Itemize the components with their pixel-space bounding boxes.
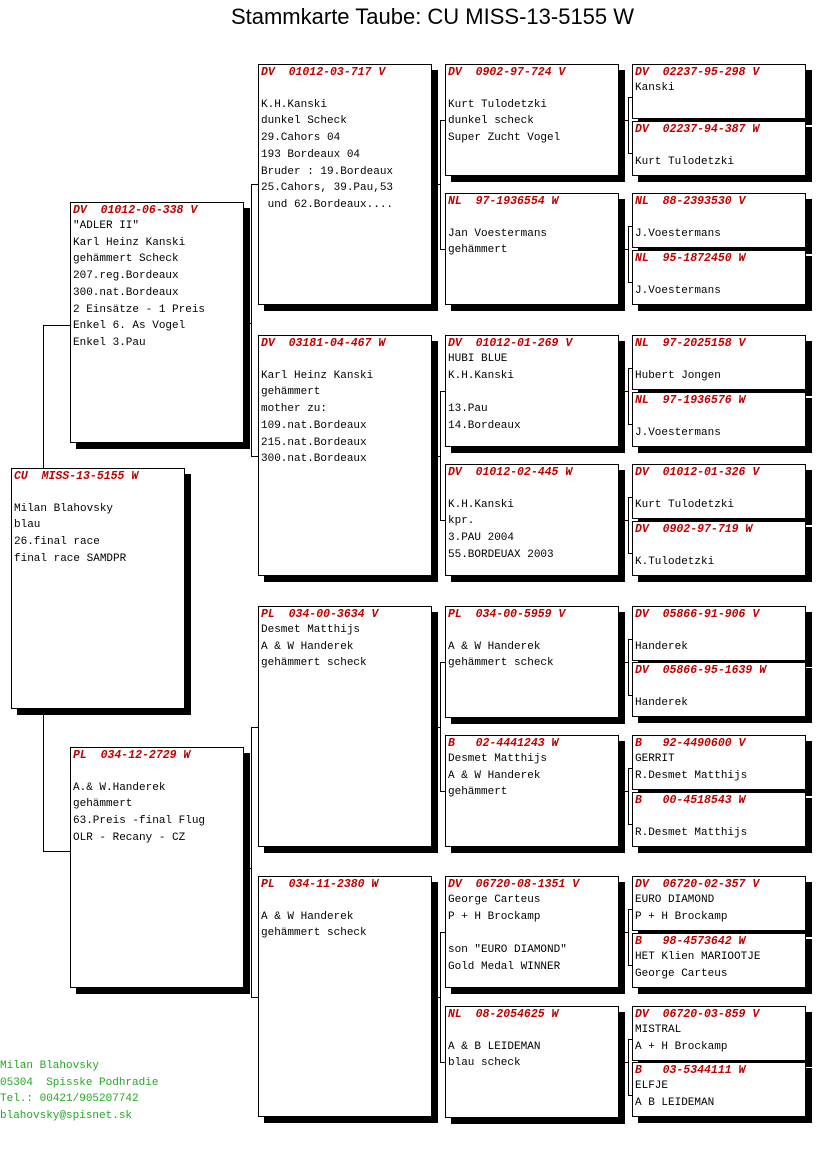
great-grandparent-card <box>445 735 619 847</box>
detail-line: 193 Bordeaux 04 <box>261 148 361 161</box>
connector <box>440 391 441 521</box>
detail-line <box>448 80 616 97</box>
detail-line: A & W Handerek <box>261 640 354 653</box>
great-great-grandparent-card <box>632 521 806 576</box>
pigeon-details <box>259 80 431 214</box>
detail-line: 29.Cahors 04 <box>261 132 341 145</box>
connector <box>628 368 629 425</box>
detail-line: Kurt Tulodetzki <box>448 98 548 111</box>
ring-number: DV 0902-97-719 W <box>635 523 753 536</box>
detail-line <box>635 622 803 639</box>
detail-line: final race SAMDPR <box>14 552 127 565</box>
detail-line: 109.nat.Bordeaux <box>261 419 367 432</box>
contact-address: 05304 Spisske Podhradie <box>0 1076 159 1089</box>
great-great-grandparent-card <box>632 121 806 176</box>
main-pigeon-card <box>11 468 185 709</box>
detail-line: gehämmert <box>73 798 133 811</box>
detail-line: 207.reg.Bordeaux <box>73 270 179 283</box>
great-grandparent-card <box>445 876 619 988</box>
detail-line: mother zu: <box>261 403 328 416</box>
detail-line <box>448 384 616 401</box>
page-title: Stammkarte Taube: CU MISS-13-5155 W <box>230 4 635 29</box>
detail-line: A.& W.Handerek <box>73 781 166 794</box>
detail-line: J.Voestermans <box>635 284 721 297</box>
detail-line: K.Tulodetzki <box>635 555 715 568</box>
breeder-contact <box>0 1058 158 1124</box>
ring-number: DV 05866-91-906 V <box>635 608 760 621</box>
ring-number: DV 01012-01-269 V <box>448 337 573 350</box>
detail-line <box>635 351 803 368</box>
detail-line: "ADLER II" <box>73 220 140 232</box>
detail-line <box>635 808 803 825</box>
pigeon-details <box>633 408 805 441</box>
detail-line: A & W Handerek <box>261 910 354 923</box>
ring-number: NL 97-2025158 V <box>635 337 746 350</box>
ring-number: DV 01012-02-445 W <box>448 466 573 479</box>
ring-number: B 00-4518543 W <box>635 794 746 807</box>
detail-line: Super Zucht Vogel <box>448 132 561 145</box>
ring-number: B 98-4573642 W <box>635 935 746 948</box>
detail-line: dunkel scheck <box>448 115 534 128</box>
connector <box>628 768 629 825</box>
detail-line: HUBI BLUE <box>448 353 508 365</box>
pigeon-details <box>633 351 805 384</box>
pigeon-details <box>259 622 431 672</box>
detail-line: Hubert Jongen <box>635 369 721 382</box>
ring-number: DV 06720-03-859 V <box>635 1008 760 1021</box>
great-great-grandparent-card <box>632 606 806 661</box>
pigeon-details <box>633 537 805 570</box>
ring-number: NL 97-1936576 W <box>635 394 746 407</box>
ring-number: DV 0902-97-724 V <box>448 66 566 79</box>
detail-line: 14.Bordeaux <box>448 419 521 432</box>
detail-line: gehämmert <box>448 786 508 799</box>
detail-line: gehämmert scheck <box>448 657 554 670</box>
connector <box>244 323 251 324</box>
ring-number: NL 97-1936554 W <box>448 195 559 208</box>
detail-line <box>635 266 803 283</box>
great-grandparent-card <box>445 193 619 305</box>
connector <box>432 727 440 728</box>
connector <box>432 997 440 998</box>
detail-line: 3.PAU 2004 <box>448 532 515 545</box>
pigeon-details <box>633 137 805 170</box>
detail-line: EURO DIAMOND <box>635 894 715 906</box>
great-grandparent-card <box>445 464 619 576</box>
great-grandparent-card <box>445 1006 619 1118</box>
ring-number: DV 02237-94-387 W <box>635 123 760 136</box>
pigeon-details <box>259 892 431 942</box>
detail-line <box>635 408 803 425</box>
ring-number: NL 88-2393530 V <box>635 195 746 208</box>
great-great-grandparent-card <box>632 464 806 519</box>
pigeon-details <box>633 266 805 299</box>
connector <box>440 120 441 250</box>
detail-line: A & W Handerek <box>448 640 541 653</box>
detail-line: dunkel Scheck <box>261 115 347 128</box>
connector <box>619 249 628 250</box>
connector <box>628 1039 629 1096</box>
grandparent-card <box>258 64 432 305</box>
grandparent-card <box>258 876 432 1117</box>
pigeon-details <box>633 480 805 513</box>
connector <box>251 997 258 998</box>
detail-line: A B LEIDEMAN <box>635 1096 715 1109</box>
detail-line <box>261 351 429 368</box>
pigeon-details <box>633 678 805 711</box>
ring-number: B 02-4441243 W <box>448 737 559 750</box>
detail-line: blau <box>14 519 41 532</box>
connector <box>432 456 440 457</box>
detail-line: J.Voestermans <box>635 227 721 240</box>
detail-line: kpr. <box>448 515 475 528</box>
great-great-grandparent-card <box>632 250 806 305</box>
connector <box>251 184 252 457</box>
detail-line: 26.final race <box>14 536 100 549</box>
pigeon-details <box>633 1022 805 1055</box>
detail-line: HET Klien MARIOOTJE <box>635 951 761 963</box>
detail-line: J.Voestermans <box>635 426 721 439</box>
connector <box>628 497 629 554</box>
detail-line: George Carteus <box>635 967 728 980</box>
ring-number: DV 05866-95-1639 W <box>635 664 767 677</box>
detail-line: R.Desmet Matthijs <box>635 826 748 839</box>
contact-email: blahovsky@spisnet.sk <box>0 1109 133 1122</box>
grandparent-card <box>258 606 432 847</box>
detail-line: 2 Einsätze - 1 Preis <box>73 303 206 316</box>
detail-line: Desmet Matthijs <box>261 624 361 636</box>
connector <box>440 932 441 1063</box>
parent-card <box>70 202 244 443</box>
great-great-grandparent-card <box>632 392 806 447</box>
connector <box>619 662 628 663</box>
detail-line: Kanski <box>635 82 675 94</box>
detail-line <box>448 480 616 497</box>
pigeon-details <box>71 218 243 352</box>
detail-line: 25.Cahors, 39.Pau,53 <box>261 182 394 195</box>
pigeon-details <box>633 808 805 841</box>
detail-line: P + H Brockamp <box>448 910 541 923</box>
ring-number: PL 034-00-5959 V <box>448 608 566 621</box>
pigeon-details <box>259 351 431 468</box>
ring-number: DV 06720-08-1351 V <box>448 878 580 891</box>
pigeon-details <box>446 80 618 147</box>
detail-line: und 62.Bordeaux.... <box>261 198 394 211</box>
pigeon-details <box>633 751 805 784</box>
pigeon-details <box>633 892 805 925</box>
pigeon-details <box>446 351 618 435</box>
connector <box>628 97 629 154</box>
detail-line <box>73 763 241 780</box>
detail-line <box>448 622 616 639</box>
great-grandparent-card <box>445 335 619 447</box>
detail-line: GERRIT <box>635 753 675 765</box>
connector <box>628 226 629 283</box>
pigeon-details <box>446 751 618 801</box>
pigeon-details <box>12 484 184 568</box>
great-great-grandparent-card <box>632 64 806 119</box>
ring-number: DV 06720-02-357 V <box>635 878 760 891</box>
great-great-grandparent-card <box>632 792 806 847</box>
detail-line: 55.BORDEUAX 2003 <box>448 548 554 561</box>
great-great-grandparent-card <box>632 1006 806 1061</box>
connector <box>251 184 258 185</box>
connector <box>43 325 44 468</box>
ring-number: B 03-5344111 W <box>635 1064 746 1077</box>
pigeon-details <box>446 892 618 976</box>
pigeon-details <box>446 1022 618 1072</box>
connector <box>251 727 252 998</box>
detail-line: Milan Blahovsky <box>14 502 114 515</box>
detail-line: 300.nat.Bordeaux <box>73 286 179 299</box>
detail-line <box>14 484 182 501</box>
detail-line: Kurt Tulodetzki <box>635 155 735 168</box>
detail-line: gehämmert <box>448 244 508 257</box>
detail-line <box>448 925 616 942</box>
ring-number: DV 03181-04-467 W <box>261 337 386 350</box>
ring-number: CU MISS-13-5155 W <box>14 470 139 483</box>
detail-line: blau scheck <box>448 1057 521 1070</box>
connector <box>619 791 628 792</box>
detail-line: 300.nat.Bordeaux <box>261 453 367 466</box>
connector <box>43 851 70 852</box>
detail-line: Desmet Matthijs <box>448 753 548 765</box>
detail-line <box>635 137 803 154</box>
great-great-grandparent-card <box>632 335 806 390</box>
great-great-grandparent-card <box>632 1062 806 1117</box>
ring-number: B 92-4490600 V <box>635 737 746 750</box>
ring-number: NL 95-1872450 W <box>635 252 746 265</box>
detail-line: George Carteus <box>448 894 541 906</box>
connector <box>251 727 258 728</box>
detail-line: A & W Handerek <box>448 769 541 782</box>
detail-line: 63.Preis -final Flug <box>73 815 206 828</box>
ring-number: DV 02237-95-298 V <box>635 66 760 79</box>
connector <box>619 391 628 392</box>
detail-line <box>635 537 803 554</box>
detail-line: A & B LEIDEMAN <box>448 1040 541 1053</box>
detail-line: Karl Heinz Kanski <box>73 236 186 249</box>
pigeon-details <box>446 622 618 672</box>
connector <box>619 932 628 933</box>
grandparent-card <box>258 335 432 576</box>
detail-line <box>448 1022 616 1039</box>
parent-card <box>70 747 244 988</box>
detail-line: gehämmert scheck <box>261 657 367 670</box>
contact-name: Milan Blahovsky <box>0 1060 100 1072</box>
pigeon-details <box>446 480 618 564</box>
great-grandparent-card <box>445 64 619 176</box>
detail-line: gehämmert Scheck <box>73 253 179 266</box>
connector <box>619 1062 628 1063</box>
connector <box>440 662 441 792</box>
pigeon-details <box>446 209 618 259</box>
detail-line <box>635 209 803 226</box>
detail-line: Bruder : 19.Bordeaux <box>261 165 394 178</box>
detail-line: gehämmert scheck <box>261 927 367 940</box>
great-great-grandparent-card <box>632 876 806 931</box>
detail-line: son "EURO DIAMOND" <box>448 944 567 957</box>
detail-line: 215.nat.Bordeaux <box>261 436 367 449</box>
detail-line: K.H.Kanski <box>448 369 515 382</box>
detail-line: Handerek <box>635 696 688 709</box>
connector <box>619 120 628 121</box>
ring-number: PL 034-11-2380 W <box>261 878 379 891</box>
ring-number: PL 034-12-2729 W <box>73 749 191 762</box>
connector <box>244 868 251 869</box>
pigeon-details <box>633 622 805 655</box>
ring-number: PL 034-00-3634 V <box>261 608 379 621</box>
detail-line: 13.Pau <box>448 403 488 416</box>
detail-line: Kurt Tulodetzki <box>635 498 735 511</box>
detail-line: Jan Voestermans <box>448 227 548 240</box>
detail-line: Handerek <box>635 640 688 653</box>
connector <box>619 520 628 521</box>
ring-number: DV 01012-01-326 V <box>635 466 760 479</box>
connector <box>628 909 629 966</box>
detail-line: OLR - Recany - CZ <box>73 831 186 844</box>
detail-line: MISTRAL <box>635 1024 682 1036</box>
great-great-grandparent-card <box>632 933 806 988</box>
connector <box>432 184 440 185</box>
great-grandparent-card <box>445 606 619 718</box>
detail-line <box>261 80 429 97</box>
detail-line <box>635 480 803 497</box>
pigeon-details <box>633 80 805 97</box>
detail-line: R.Desmet Matthijs <box>635 769 748 782</box>
detail-line: K.H.Kanski <box>448 498 515 511</box>
pigeon-details <box>633 1078 805 1111</box>
detail-line: Enkel 3.Pau <box>73 336 146 349</box>
great-great-grandparent-card <box>632 193 806 248</box>
detail-line <box>448 209 616 226</box>
connector <box>628 639 629 696</box>
detail-line <box>635 678 803 695</box>
detail-line: A + H Brockamp <box>635 1040 728 1053</box>
great-great-grandparent-card <box>632 662 806 717</box>
detail-line: K.H.Kanski <box>261 98 328 111</box>
detail-line: ELFJE <box>635 1080 669 1092</box>
pigeon-details <box>71 763 243 847</box>
great-great-grandparent-card <box>632 735 806 790</box>
contact-phone: Tel.: 00421/905207742 <box>0 1093 139 1105</box>
detail-line: P + H Brockamp <box>635 910 728 923</box>
ring-number: NL 08-2054625 W <box>448 1008 559 1021</box>
detail-line: gehämmert <box>261 386 321 399</box>
ring-number: DV 01012-06-338 V <box>73 204 198 217</box>
connector <box>43 709 44 851</box>
detail-line: Gold Medal WINNER <box>448 960 561 973</box>
connector <box>251 456 258 457</box>
detail-line: Karl Heinz Kanski <box>261 369 374 382</box>
detail-line <box>261 892 429 909</box>
pigeon-details <box>633 209 805 242</box>
ring-number: DV 01012-03-717 V <box>261 66 386 79</box>
detail-line: Enkel 6. As Vogel <box>73 320 186 333</box>
pigeon-details <box>633 949 805 982</box>
connector <box>43 325 70 326</box>
